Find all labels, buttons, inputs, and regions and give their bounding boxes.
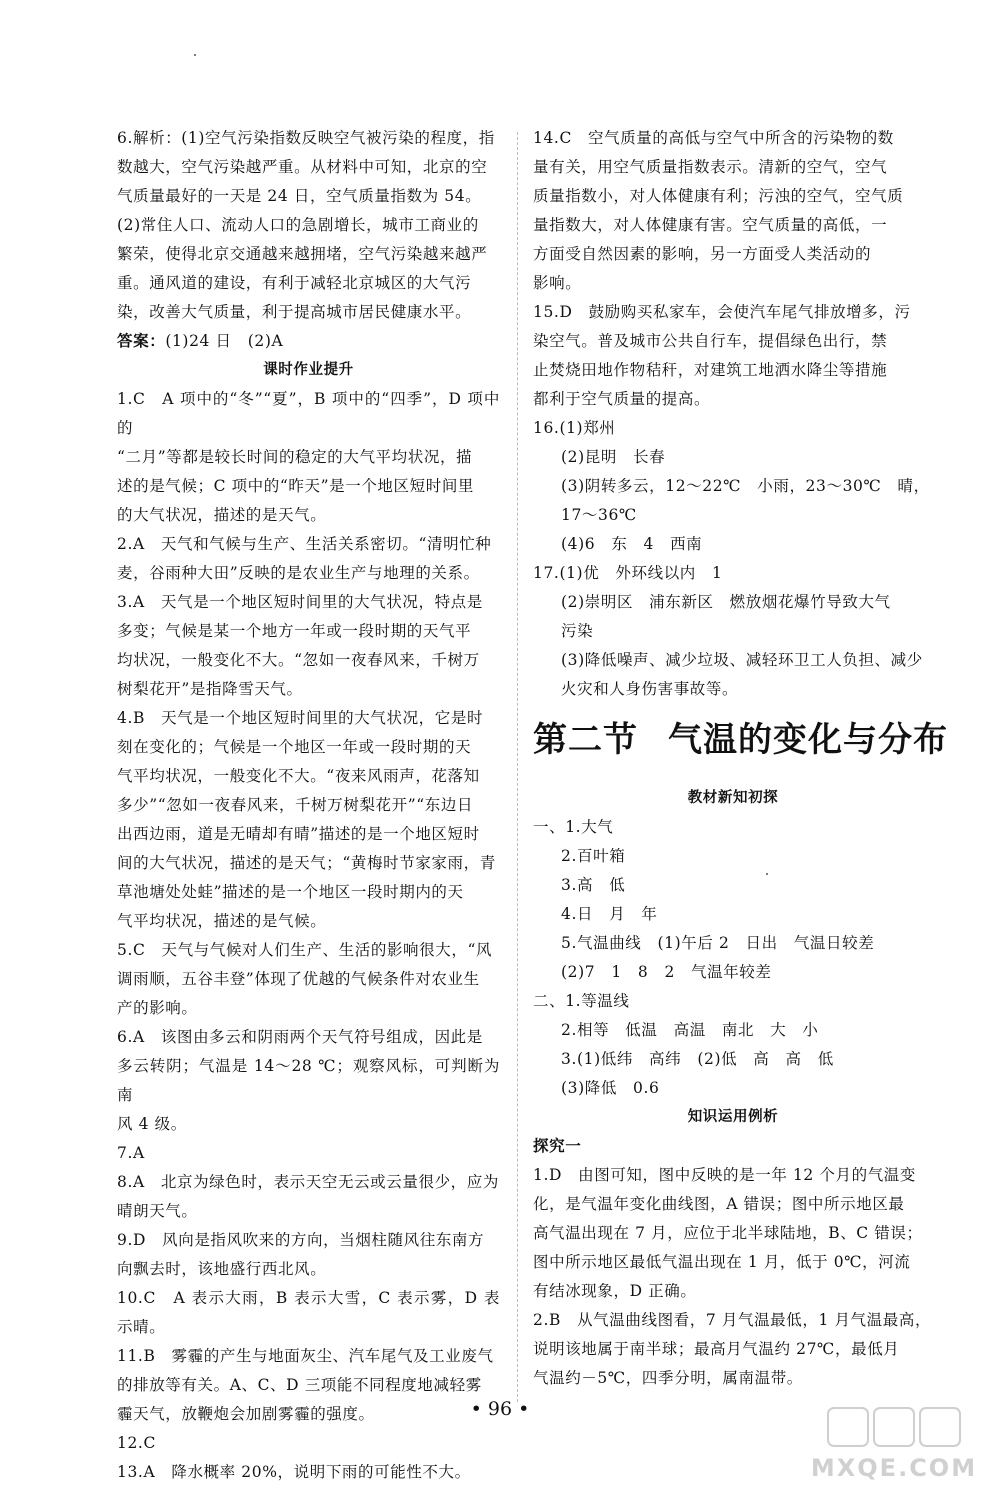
answer-item (533, 298, 933, 414)
text-line: 均状况，一般变化不大。“忽如一夜春风来，千树万 (117, 651, 480, 669)
sub-answer-group (533, 588, 933, 704)
answer-item (533, 987, 933, 1016)
page-number: • 96 • (470, 1398, 530, 1420)
text-line: 5.C 天气与气候对人们生产、生活的影响很大，“风 (117, 941, 493, 959)
text-line: 17.(1)优 外环线以内 1 (533, 564, 723, 582)
text-line: 气温约－5℃，四季分明，属南温带。 (533, 1369, 803, 1387)
text-line: 的大气状况，描述的是天气。 (117, 506, 327, 524)
text-line: 1.C A 项中的“冬”“夏”，B 项中的“四季”，D 项中的 (117, 390, 500, 437)
text-line: 调雨顺，五谷丰登”体现了优越的气候条件对农业生 (117, 970, 480, 988)
text-line: (2)7 1 8 2 气温年较差 (561, 963, 772, 981)
text-line: 气平均状况，一般变化不大。“夜来风雨声，花落知 (117, 767, 480, 785)
text-line: 染，改善大气质量，利于提高城市居民健康水平。 (117, 303, 472, 321)
text-line: (3)阴转多云，12～22℃ 小雨，23～30℃ 晴， (561, 477, 930, 495)
text-line: 15.D 鼓励购买私家车，会使汽车尾气排放增多，污 (533, 303, 911, 321)
section-subheading: 教材新知初探 (687, 790, 779, 806)
text-line: 风 4 级。 (117, 1115, 187, 1133)
text-line: 方面受自然因素的影响，另一方面受人类活动的 (533, 245, 872, 263)
text-line: (2)昆明 长春 (561, 448, 666, 466)
answer-item (533, 1306, 933, 1393)
text-line: (2)常住人口、流动人口的急剧增长，城市工商业的 (117, 216, 479, 234)
column-divider (517, 132, 518, 1402)
text-line: (3)降低 0.6 (561, 1079, 660, 1097)
text-line: 质量指数小，对人体健康有利；污浊的空气，空气质 (533, 187, 904, 205)
text-line: 2.百叶箱 (561, 847, 626, 865)
answer-item (117, 1284, 500, 1342)
answer-item (117, 530, 500, 588)
scan-speck (194, 54, 196, 56)
text-line: 多云转阴；气温是 14～28 ℃；观察风标，可判断为南 (117, 1057, 500, 1104)
answer-item (117, 936, 500, 1023)
text-line: 产的影响。 (117, 999, 198, 1017)
left-column (117, 124, 500, 1487)
text-line: 向飘去时，该地盛行西北风。 (117, 1260, 327, 1278)
text-line: 都利于空气质量的提高。 (533, 390, 711, 408)
answer-item (533, 124, 933, 298)
answer-item (117, 1139, 500, 1168)
text-line: 6.A 该图由多云和阴雨两个天气符号组成，因此是 (117, 1028, 483, 1046)
text-line: 数越大，空气污染越严重。从材料中可知，北京的空 (117, 158, 488, 176)
text-line: 说明该地属于南半球；最高月气温约 27℃，最低月 (533, 1340, 900, 1358)
text-line: 化，是气温年变化曲线图，A 错误；图中所示地区最 (533, 1195, 905, 1213)
text-line: 重。通风道的建设，有利于减轻北京城区的大气污 (117, 274, 472, 292)
answer-item (117, 385, 500, 530)
text-line: (3)降低噪声、减少垃圾、减轻环卫工人负担、减少 (561, 651, 923, 669)
text-line: 述的是气候；C 项中的“昨天”是一个地区短时间里 (117, 477, 475, 495)
answer-item (117, 1023, 500, 1139)
text-line: 量有关，用空气质量指数表示。清新的空气，空气 (533, 158, 888, 176)
section-name: 气温的变化与分布 (668, 720, 948, 760)
text-line: 影响。 (533, 274, 582, 292)
text-line: 图中所示地区最低气温出现在 1 月，低于 0℃，河流 (533, 1253, 911, 1271)
inquiry-label: 探究一 (533, 1137, 582, 1155)
text-line: 一、1.大气 (533, 818, 614, 836)
sub-answer-group (533, 443, 933, 559)
text-line: 2.相等 低温 高温 南北 大 小 (561, 1021, 819, 1039)
text-line: 树梨花开”是指降雪天气。 (117, 680, 303, 698)
text-line: 2.A 天气和气候与生产、生活关系密切。“清明忙种 (117, 535, 492, 553)
answer-item (117, 1226, 500, 1284)
answer-item (117, 124, 500, 327)
text-line: (4)6 东 4 西南 (561, 535, 703, 553)
text-line: 止焚烧田地作物秸秆，对建筑工地洒水降尘等措施 (533, 361, 888, 379)
answer-item (117, 1429, 500, 1458)
text-line: 多少”“忽如一夜春风来，千树万树梨花开”“东边日 (117, 796, 474, 814)
answer-line (117, 327, 500, 356)
text-line: 高气温出现在 7 月，应位于北半球陆地，B、C 错误； (533, 1224, 923, 1242)
answer-item (117, 1458, 500, 1487)
text-line: 4.B 天气是一个地区短时间里的大气状况，它是时 (117, 709, 484, 727)
section-number: 第二节 (533, 720, 638, 760)
watermark-logo (794, 1404, 994, 1484)
text-line: 6.解析：(1)空气污染指数反映空气被污染的程度，指 (117, 129, 495, 147)
answer-item (533, 559, 933, 588)
answer-label: 答案： (117, 332, 166, 350)
text-line: 霾天气，放鞭炮会加剧雾霾的强度。 (117, 1405, 375, 1423)
svg-text:MXQE.COM: MXQE.COM (810, 1454, 978, 1482)
text-line: 气平均状况，描述的是气候。 (117, 912, 327, 930)
text-line: (2)崇明区 浦东新区 燃放烟花爆竹导致大气 (561, 593, 891, 611)
text-line: 12.C (117, 1434, 156, 1452)
text-line: 的排放等有关。A、C、D 三项能不同程度地减轻雾 (117, 1376, 482, 1394)
right-column (533, 124, 948, 1393)
text-line: 3.(1)低纬 高纬 (2)低 高 高 低 (561, 1050, 834, 1068)
answer-item (117, 1168, 500, 1226)
text-line: 2.B 从气温曲线图看，7 月气温最低，1 月气温最高， (533, 1311, 932, 1329)
section-subheading: 课时作业提升 (263, 362, 354, 378)
answer-item (533, 813, 933, 842)
text-line: 草池塘处处蛙”描述的是一个地区一段时期内的天 (117, 883, 464, 901)
text-line: 17～36℃ (561, 506, 637, 524)
text-line: 13.A 降水概率 20%，说明下雨的可能性不大。 (117, 1463, 471, 1481)
text-line: 4.日 月 年 (561, 905, 658, 923)
text-line: 7.A (117, 1144, 145, 1162)
text-line: 8.A 北京为绿色时，表示天空无云或云量很少，应为 (117, 1173, 499, 1191)
text-line: 污染 (561, 622, 594, 640)
text-line: 二、1.等温线 (533, 992, 630, 1010)
section-subheading: 知识运用例析 (687, 1109, 779, 1125)
text-line: 5.气温曲线 (1)午后 2 日出 气温日较差 (561, 934, 875, 952)
text-line: 晴朗天气。 (117, 1202, 198, 1220)
text-line: 多变；气候是某一个地方一年或一段时期的天气平 (117, 622, 472, 640)
answer-item (117, 704, 500, 936)
text-line: 麦，谷雨种大田”反映的是农业生产与地理的关系。 (117, 564, 480, 582)
answer-item (533, 414, 933, 443)
text-line: 14.C 空气质量的高低与空气中所含的污染物的数 (533, 129, 894, 147)
sub-answer-group (533, 1016, 933, 1103)
answer-item (533, 1161, 933, 1306)
text-line: 11.B 雾霾的产生与地面灰尘、汽车尾气及工业废气 (117, 1347, 494, 1365)
text-line: 出西边雨，道是无晴却有晴”描述的是一个地区短时 (117, 825, 480, 843)
text-line: 繁荣，使得北京交通越来越拥堵，空气污染越来越严 (117, 245, 488, 263)
answer-item (117, 588, 500, 704)
section-title (533, 716, 948, 764)
text-line: 10.C A 表示大雨，B 表示大雪，C 表示雾，D 表示晴。 (117, 1289, 500, 1336)
text-line: 16.(1)郑州 (533, 419, 616, 437)
answer-text: (1)24 日 (2)A (165, 332, 284, 350)
text-line: 有结冰现象，D 正确。 (533, 1282, 697, 1300)
text-line: 气质量最好的一天是 24 日，空气质量指数为 54。 (117, 187, 482, 205)
text-line: 间的大气状况，描述的是天气；“黄梅时节家家雨，青 (117, 854, 496, 872)
text-line: 火灾和人身伤害事故等。 (561, 680, 739, 698)
text-line: 1.D 由图可知，图中反映的是一年 12 个月的气温变 (533, 1166, 916, 1184)
sub-answer-group (533, 842, 933, 987)
text-line: 量指数大，对人体健康有害。空气质量的高低，一 (533, 216, 888, 234)
text-line: 9.D 风向是指风吹来的方向，当烟柱随风往东南方 (117, 1231, 485, 1249)
text-line: 刻在变化的；气候是一个地区一年或一段时期的天 (117, 738, 472, 756)
text-line: 3.高 低 (561, 876, 626, 894)
text-line: “二月”等都是较长时间的稳定的大气平均状况，描 (117, 448, 473, 466)
text-line: 染空气。普及城市公共自行车，提倡绿色出行，禁 (533, 332, 888, 350)
text-line: 3.A 天气是一个地区短时间里的大气状况，特点是 (117, 593, 483, 611)
